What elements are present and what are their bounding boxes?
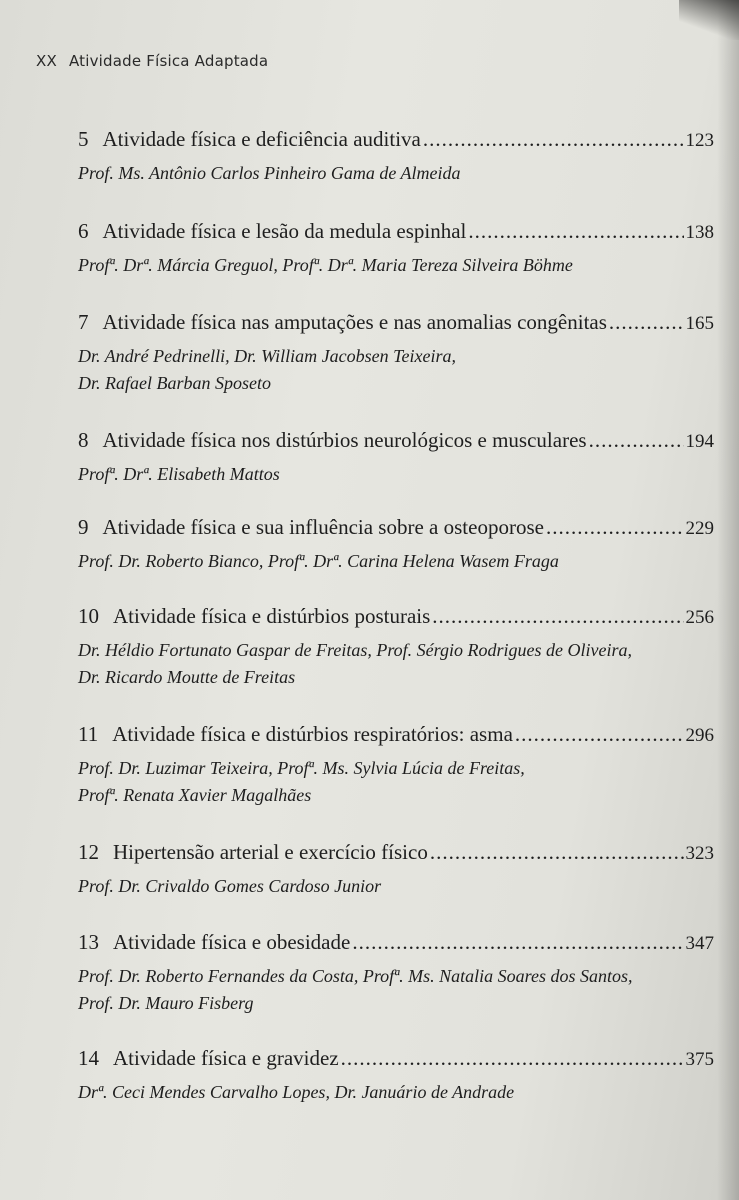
chapter-authors bbox=[78, 343, 714, 397]
corner-shadow bbox=[679, 0, 739, 40]
page-edge-shadow bbox=[717, 0, 739, 1200]
toc-entry bbox=[78, 126, 714, 187]
chapter-title: Atividade física e obesidade bbox=[113, 930, 351, 954]
author-line: Prof. Dr. Roberto Fernandes da Costa, Profª. Ms. Natalia Soares dos Santos, bbox=[78, 966, 633, 986]
author-line: Prof. Dr. Crivaldo Gomes Cardoso Junior bbox=[78, 876, 382, 896]
toc-entry bbox=[78, 514, 714, 575]
chapter-page-number: 138 bbox=[685, 222, 714, 243]
chapter-authors bbox=[78, 461, 714, 488]
chapter-authors bbox=[78, 873, 714, 900]
author-line: Profª. Drª. Márcia Greguol, Profª. Drª. Maria Tereza Silveira Böhme bbox=[78, 255, 573, 275]
toc-entry-title-line bbox=[78, 929, 714, 957]
header-page-number: XX bbox=[36, 52, 57, 70]
toc-entry-title-line bbox=[78, 218, 714, 246]
author-line: Prof. Ms. Antônio Carlos Pinheiro Gama de Almeida bbox=[78, 163, 461, 183]
author-line: Dr. Ricardo Moutte de Freitas bbox=[78, 667, 296, 687]
chapter-number: 14 bbox=[78, 1046, 99, 1070]
dot-leader bbox=[432, 603, 683, 629]
chapter-title: Atividade física e gravidez bbox=[113, 1046, 339, 1070]
toc-entry bbox=[78, 721, 714, 809]
dot-leader bbox=[546, 514, 684, 540]
author-line: Profª. Drª. Elisabeth Mattos bbox=[78, 464, 280, 484]
chapter-page-number: 296 bbox=[685, 725, 714, 746]
toc-entry-title-line bbox=[78, 514, 714, 542]
chapter-page-number: 165 bbox=[685, 313, 714, 334]
chapter-number: 5 bbox=[78, 127, 89, 151]
chapter-authors bbox=[78, 963, 714, 1017]
chapter-authors bbox=[78, 548, 714, 575]
author-line: Prof. Dr. Roberto Bianco, Profª. Drª. Carina Helena Wasem Fraga bbox=[78, 551, 559, 571]
chapter-authors bbox=[78, 160, 714, 187]
chapter-authors bbox=[78, 755, 714, 809]
toc-entry-title-line bbox=[78, 839, 714, 867]
toc-entry bbox=[78, 309, 714, 397]
chapter-title: Atividade física nas amputações e nas anomalias congênitas bbox=[102, 310, 607, 334]
chapter-page-number: 229 bbox=[685, 518, 714, 539]
chapter-title: Hipertensão arterial e exercício físico bbox=[113, 840, 428, 864]
author-line: Dr. Héldio Fortunato Gaspar de Freitas, Prof. Sérgio Rodrigues de Oliveira, bbox=[78, 640, 632, 660]
toc-entry bbox=[78, 839, 714, 900]
toc-entry-title-line bbox=[78, 721, 714, 749]
chapter-page-number: 375 bbox=[685, 1049, 714, 1070]
header-book-title: Atividade Física Adaptada bbox=[68, 52, 269, 70]
dot-leader bbox=[423, 126, 684, 152]
chapter-authors bbox=[78, 637, 714, 691]
toc-entry bbox=[78, 1045, 714, 1106]
chapter-page-number: 323 bbox=[685, 843, 714, 864]
toc-entry bbox=[78, 218, 714, 279]
author-line: Prof. Dr. Mauro Fisberg bbox=[78, 993, 254, 1013]
toc-entry-title-line bbox=[78, 1045, 714, 1073]
author-line: Profª. Renata Xavier Magalhães bbox=[78, 785, 312, 805]
chapter-number: 9 bbox=[78, 515, 89, 539]
running-header bbox=[36, 52, 268, 70]
toc-entry bbox=[78, 427, 714, 488]
toc-entry bbox=[78, 603, 714, 691]
chapter-number: 11 bbox=[78, 722, 99, 746]
chapter-title: Atividade física e sua influência sobre a osteoporose bbox=[102, 515, 544, 539]
dot-leader bbox=[609, 309, 684, 335]
toc-entry-title-line bbox=[78, 427, 714, 455]
chapter-authors bbox=[78, 1079, 714, 1106]
toc-entry-title-line bbox=[78, 603, 714, 631]
chapter-number: 7 bbox=[78, 310, 89, 334]
chapter-title: Atividade física e distúrbios respiratórios: asma bbox=[112, 722, 513, 746]
dot-leader bbox=[468, 218, 683, 244]
chapter-page-number: 194 bbox=[685, 431, 714, 452]
dot-leader bbox=[430, 839, 684, 865]
toc-entry-title-line bbox=[78, 309, 714, 337]
dot-leader bbox=[352, 929, 683, 955]
dot-leader bbox=[515, 721, 684, 747]
chapter-title: Atividade física e distúrbios posturais bbox=[113, 604, 431, 628]
author-line: Dr. André Pedrinelli, Dr. William Jacobsen Teixeira, bbox=[78, 346, 456, 366]
toc-entry-title-line bbox=[78, 126, 714, 154]
dot-leader bbox=[589, 427, 684, 453]
chapter-title: Atividade física nos distúrbios neurológicos e musculares bbox=[102, 428, 587, 452]
author-line: Drª. Ceci Mendes Carvalho Lopes, Dr. Januário de Andrade bbox=[78, 1082, 515, 1102]
dot-leader bbox=[341, 1045, 684, 1071]
chapter-page-number: 256 bbox=[685, 607, 714, 628]
chapter-number: 13 bbox=[78, 930, 99, 954]
chapter-page-number: 123 bbox=[685, 130, 714, 151]
chapter-number: 8 bbox=[78, 428, 89, 452]
chapter-title: Atividade física e deficiência auditiva bbox=[102, 127, 421, 151]
author-line: Dr. Rafael Barban Sposeto bbox=[78, 373, 271, 393]
author-line: Prof. Dr. Luzimar Teixeira, Profª. Ms. Sylvia Lúcia de Freitas, bbox=[78, 758, 525, 778]
chapter-number: 6 bbox=[78, 219, 89, 243]
chapter-number: 12 bbox=[78, 840, 99, 864]
chapter-authors bbox=[78, 252, 714, 279]
chapter-title: Atividade física e lesão da medula espinhal bbox=[102, 219, 467, 243]
chapter-page-number: 347 bbox=[685, 933, 714, 954]
chapter-number: 10 bbox=[78, 604, 99, 628]
toc-entry bbox=[78, 929, 714, 1017]
